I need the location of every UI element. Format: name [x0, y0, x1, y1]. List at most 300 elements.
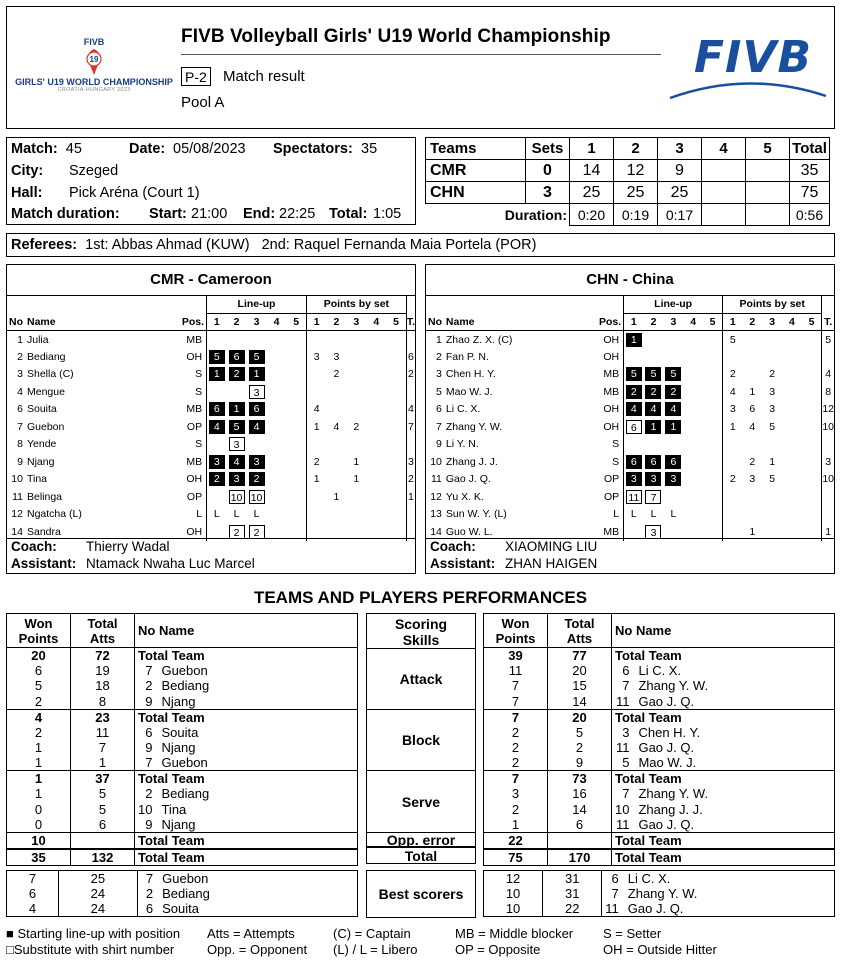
- player-position: OP: [177, 488, 207, 506]
- player-number: 10: [11, 473, 23, 486]
- performance-row: [484, 901, 835, 917]
- performance-row: [484, 849, 835, 866]
- lineup-cell: [644, 506, 664, 524]
- set-points: [762, 331, 782, 349]
- set-points: 3: [333, 350, 340, 363]
- col-no: No: [7, 313, 27, 331]
- lineup-cell: [624, 348, 644, 366]
- won-points: 2: [7, 694, 71, 710]
- lineup-cell: [267, 366, 287, 384]
- player-row: [426, 506, 834, 524]
- assistant-line: [430, 556, 597, 571]
- lineup-cell: [247, 436, 267, 454]
- player-number: 2: [17, 350, 23, 363]
- player-position: MB: [177, 331, 207, 349]
- lineup-cell: [663, 453, 683, 471]
- player-total: [406, 331, 415, 349]
- col-points-set: 2: [326, 313, 346, 331]
- player-name: Chen H. Y.: [445, 368, 496, 381]
- total-atts: 132: [71, 849, 135, 866]
- hall-value: Pick Aréna (Court 1): [69, 185, 200, 201]
- score-header-cell: 5: [746, 138, 790, 160]
- score-header-cell: Teams: [426, 138, 526, 160]
- lineup-cell: [703, 453, 723, 471]
- player-name: Gao J. Q.: [638, 740, 695, 756]
- set-points: 4: [729, 385, 736, 398]
- lineup-cell: [267, 418, 287, 436]
- score-cell: CHN: [426, 182, 526, 204]
- team-box-home: [6, 264, 416, 574]
- set-points: [306, 383, 326, 401]
- set-points: 4: [333, 420, 340, 433]
- total-atts: 18: [71, 678, 135, 693]
- set-points: [386, 436, 406, 454]
- lineup-cell: [683, 348, 703, 366]
- starting-position-box: 5: [209, 350, 225, 364]
- roster-column-header: [426, 313, 834, 331]
- substitute-box: 10: [229, 490, 245, 504]
- score-cell: 12: [614, 160, 658, 182]
- coach-line: [11, 539, 170, 554]
- score-table: [425, 137, 830, 226]
- player-no: 6: [611, 871, 619, 886]
- player-name: Souita: [161, 724, 199, 740]
- col-points-set: 3: [346, 313, 366, 331]
- legend: [6, 926, 836, 960]
- player-number: 12: [430, 490, 442, 503]
- second-referee: 2nd: Raquel Fernanda Maia Portela (POR): [261, 237, 537, 253]
- player-number: 11: [12, 490, 23, 503]
- score-header-cell: Total: [790, 138, 830, 160]
- score-cell: 35: [790, 160, 830, 182]
- set-points: [386, 331, 406, 349]
- lineup-cell: [247, 331, 267, 349]
- performance-row: [484, 755, 835, 771]
- player-total: 2: [407, 473, 414, 486]
- set-points: [366, 366, 386, 384]
- player-total: 1: [825, 525, 832, 538]
- player-position: OP: [594, 488, 624, 506]
- total-atts: 170: [548, 849, 612, 866]
- player-total: 8: [825, 385, 832, 398]
- performance-row: [7, 786, 358, 801]
- performance-row: [484, 771, 835, 787]
- player-number: 7: [436, 420, 442, 433]
- player-name: Zhang Y. W.: [638, 678, 709, 694]
- player-name: Li C. X.: [445, 403, 481, 416]
- won-points: 12: [484, 871, 543, 887]
- starting-position-box: 1: [645, 420, 661, 434]
- set-points: [782, 331, 802, 349]
- set-points: [346, 366, 366, 384]
- won-label: Won: [24, 615, 53, 631]
- total-atts: 1: [71, 755, 135, 771]
- legend-item: OH = Outside Hitter: [603, 942, 717, 957]
- col-points-set: 1: [723, 313, 743, 331]
- player-name: Zhang J. J.: [445, 455, 498, 468]
- lineup-cell: [267, 401, 287, 419]
- player-number: 6: [17, 403, 23, 416]
- total-atts-header: [548, 614, 612, 648]
- set-points: 4: [313, 403, 320, 416]
- player-name: Zhang Y. W.: [627, 886, 698, 902]
- city-value: Szeged: [69, 163, 119, 179]
- player-name: Gao J. Q.: [635, 817, 834, 833]
- score-header-cell: Sets: [526, 138, 570, 160]
- player-number: 14: [430, 525, 442, 538]
- set-points: 5: [729, 333, 736, 346]
- referees-box: [6, 233, 835, 257]
- player-no: 3: [622, 724, 630, 740]
- total-atts: 8: [71, 694, 135, 710]
- player-name: Li C. X.: [627, 871, 671, 886]
- total-time: 1:05: [373, 206, 402, 222]
- atts-label: Atts: [89, 630, 116, 646]
- total-label: Total: [87, 615, 118, 631]
- lineup-cell: [644, 366, 664, 384]
- player-position: OH: [594, 401, 624, 419]
- player-name: Guebon: [158, 755, 357, 771]
- performance-row: [484, 663, 835, 678]
- end-label: End:: [243, 206, 276, 222]
- player-position: L: [594, 506, 624, 524]
- won-points: 2: [484, 740, 548, 755]
- won-points: 6: [7, 886, 59, 901]
- col-points-set: 2: [742, 313, 762, 331]
- performance-row: [7, 771, 358, 787]
- starting-position-box: 4: [626, 402, 642, 416]
- starting-position-box: 6: [665, 455, 681, 469]
- match-row-3: [11, 185, 200, 201]
- player-number: 3: [17, 368, 23, 381]
- won-points: 10: [484, 886, 543, 901]
- legend-item: □Substitute with shirt number: [6, 942, 175, 957]
- set-points: [326, 471, 346, 489]
- won-points: 39: [484, 648, 548, 664]
- player-no: 6: [622, 663, 630, 679]
- substitute-box: 6: [626, 420, 642, 434]
- set-points: [366, 383, 386, 401]
- starting-position-box: 3: [249, 455, 265, 469]
- set-points: [782, 401, 802, 419]
- total-atts: 9: [548, 755, 612, 771]
- skill-name: Block: [367, 710, 475, 771]
- performance-row: [7, 678, 358, 693]
- lineup-cell: [663, 401, 683, 419]
- starting-position-box: 4: [645, 402, 661, 416]
- player-total: [406, 436, 415, 454]
- duration-label: Match duration:: [11, 206, 120, 222]
- assistant-name: ZHAN HAIGEN: [505, 556, 598, 571]
- performance-row: [7, 725, 358, 740]
- player-number: 9: [17, 455, 23, 468]
- legend-item: (C) = Captain: [333, 926, 411, 941]
- lineup-cell: [644, 488, 664, 506]
- left-best-performance-table: [6, 870, 358, 917]
- lineup-cell: [286, 488, 306, 506]
- set-points: [366, 488, 386, 506]
- col-lineup-set: 5: [286, 313, 306, 331]
- lineup-cell: [663, 436, 683, 454]
- player-row: [7, 401, 415, 419]
- starting-position-box: 5: [249, 350, 265, 364]
- spectators-count: 35: [361, 141, 378, 157]
- set-points: [326, 436, 346, 454]
- set-points: [782, 418, 802, 436]
- lineup-cell: [286, 418, 306, 436]
- won-points-header: [7, 614, 71, 648]
- player-total: 2: [407, 368, 414, 381]
- col-points-set: 5: [802, 313, 822, 331]
- total-atts: 5: [548, 725, 612, 740]
- legend-item: MB = Middle blocker: [455, 926, 574, 941]
- set-points: [723, 488, 743, 506]
- volleyball-icon: [80, 47, 108, 77]
- lineup-cell: [267, 436, 287, 454]
- player-name: Julia: [26, 333, 49, 346]
- total-atts: 14: [548, 694, 612, 710]
- substitute-box: 10: [249, 490, 265, 504]
- won-points: 10: [484, 901, 543, 917]
- substitute-box: 3: [645, 525, 661, 539]
- set-points: [326, 331, 346, 349]
- lineup-cell: [624, 418, 644, 436]
- skills-label: Skills: [402, 632, 440, 648]
- lineup-cell: [624, 401, 644, 419]
- starting-position-box: 6: [249, 402, 265, 416]
- set-points: [386, 471, 406, 489]
- first-referee: 1st: Abbas Ahmad (KUW): [85, 237, 250, 253]
- player-total: 10: [822, 420, 834, 433]
- player-no: 2: [145, 886, 154, 902]
- set-points: [326, 383, 346, 401]
- col-points-set: 4: [366, 313, 386, 331]
- performance-row: [7, 755, 358, 771]
- won-points: 2: [7, 725, 71, 740]
- roster-spacer: [7, 296, 207, 314]
- set-points: [762, 436, 782, 454]
- set-points: 2: [749, 455, 756, 468]
- player-position: OH: [177, 348, 207, 366]
- player-position: S: [594, 453, 624, 471]
- set-points: [742, 488, 762, 506]
- atts-label: Atts: [566, 630, 593, 646]
- set-points: [782, 436, 802, 454]
- won-points: 75: [484, 849, 548, 866]
- starting-position-box: 4: [209, 420, 225, 434]
- player-row: [7, 383, 415, 401]
- lineup-cell: [644, 383, 664, 401]
- won-points: 1: [7, 755, 71, 771]
- set-points: 5: [769, 420, 776, 433]
- coach-divider: [426, 538, 834, 539]
- player-number: 1: [436, 333, 442, 346]
- performance-row: [7, 849, 358, 866]
- player-name: Chen H. Y.: [638, 724, 701, 740]
- performance-row: [7, 694, 358, 710]
- total-atts: 15: [548, 678, 612, 693]
- player-row: [7, 366, 415, 384]
- col-points-set: 1: [306, 313, 326, 331]
- lineup-cell: [247, 366, 267, 384]
- lineup-cell: [286, 366, 306, 384]
- performance-row: [7, 663, 358, 678]
- score-cell: 25: [570, 182, 614, 204]
- lineup-cell: [247, 383, 267, 401]
- player-no: 5: [612, 755, 636, 771]
- set-points: [346, 331, 366, 349]
- set-points: [306, 506, 326, 524]
- performance-row: [7, 832, 358, 849]
- player-row: [426, 331, 834, 349]
- roster-spacer: [426, 296, 624, 314]
- set-points: [366, 348, 386, 366]
- set-points: [723, 506, 743, 524]
- total-atts: 22: [543, 901, 602, 917]
- player-number: 14: [11, 525, 23, 538]
- starting-position-box: 3: [229, 472, 245, 486]
- set-points: [346, 488, 366, 506]
- score-header-cell: 4: [702, 138, 746, 160]
- starting-position-box: 3: [626, 472, 642, 486]
- hall-label: Hall:: [11, 185, 43, 201]
- svg-text:19: 19: [89, 55, 99, 64]
- set-points: [366, 418, 386, 436]
- score-header-cell: 2: [614, 138, 658, 160]
- lineup-cell: [663, 383, 683, 401]
- player-row: [426, 383, 834, 401]
- set-points: [742, 436, 762, 454]
- logo-fivb-text: FIVB: [83, 37, 105, 47]
- team-name: CHN - China: [586, 271, 674, 288]
- score-cell: 3: [526, 182, 570, 204]
- won-points: 3: [484, 786, 548, 801]
- roster-spacer: [406, 296, 415, 314]
- lineup-cell: [227, 471, 247, 489]
- score-cell: 25: [658, 182, 702, 204]
- lineup-cell: [624, 436, 644, 454]
- performance-row: [7, 709, 358, 725]
- won-points: 11: [484, 663, 548, 678]
- player-total: [406, 506, 415, 524]
- won-points: 7: [484, 771, 548, 787]
- player-name: Ngatcha (L): [26, 508, 82, 521]
- city-label: City:: [11, 163, 44, 179]
- player-name: Zhang Y. W.: [445, 420, 503, 433]
- lineup-cell: [207, 471, 227, 489]
- lineup-cell: [683, 488, 703, 506]
- assistant-label: Assistant:: [11, 556, 77, 571]
- set-points: [306, 366, 326, 384]
- player-number: 13: [430, 508, 442, 521]
- player-number: 8: [17, 438, 23, 451]
- player-number: 3: [436, 368, 442, 381]
- col-lineup-set: 4: [267, 313, 287, 331]
- lineup-cell: [663, 471, 683, 489]
- player-position: OH: [594, 418, 624, 436]
- lineup-cell: [247, 506, 267, 524]
- col-lineup-set: 2: [227, 313, 247, 331]
- coach-label: Coach:: [11, 539, 57, 554]
- won-label: Won: [501, 615, 530, 631]
- player-number: 7: [17, 420, 23, 433]
- col-name: Name: [446, 313, 594, 331]
- set-points: [782, 453, 802, 471]
- set-points: [366, 331, 386, 349]
- player-no: 7: [622, 678, 630, 694]
- set-points: [326, 401, 346, 419]
- lineup-cell: [703, 488, 723, 506]
- starting-position-box: 1: [209, 367, 225, 381]
- match-info-box: [6, 137, 416, 225]
- set-points: [762, 348, 782, 366]
- col-lineup-set: 4: [683, 313, 703, 331]
- won-points: 1: [484, 817, 548, 833]
- player-row: [426, 488, 834, 506]
- player-name: Total Team: [138, 709, 205, 725]
- legend-item: (L) / L = Libero: [333, 942, 418, 957]
- player-row: [426, 418, 834, 436]
- player-no: 11: [612, 694, 636, 710]
- player-number: 10: [430, 455, 442, 468]
- set-points: [802, 418, 822, 436]
- player-position: OH: [594, 348, 624, 366]
- report-subtitle: Match result: [223, 68, 305, 85]
- lineup-cell: [644, 348, 664, 366]
- set-points: [802, 488, 822, 506]
- match-row-1: [11, 141, 378, 157]
- championship-logo: [14, 37, 174, 93]
- lineup-cell: [703, 436, 723, 454]
- player-number: 12: [11, 508, 23, 521]
- player-name: Bediang: [162, 886, 210, 902]
- performance-row: [484, 871, 835, 887]
- performance-header: [484, 614, 835, 648]
- set-points: [802, 401, 822, 419]
- player-total: [406, 383, 415, 401]
- won-points: 4: [7, 709, 71, 725]
- won-points: 2: [484, 725, 548, 740]
- match-row-4: [11, 206, 402, 222]
- score-cell: 9: [658, 160, 702, 182]
- won-points: 7: [484, 678, 548, 693]
- player-name: Sun W. Y. (L): [445, 508, 507, 521]
- starting-position-box: 2: [249, 472, 265, 486]
- lineup-cell: [286, 348, 306, 366]
- lineup-cell: [644, 471, 664, 489]
- player-no: 10: [138, 801, 153, 817]
- lineup-cell: [267, 383, 287, 401]
- lineup-cell: [227, 401, 247, 419]
- team-name: CMR - Cameroon: [150, 271, 272, 288]
- lineup-cell: [663, 366, 683, 384]
- logo-venue-text: CROATIA·HUNGARY 2023: [57, 87, 131, 93]
- performances-title: TEAMS AND PLAYERS PERFORMANCES: [253, 588, 588, 607]
- lineup-cell: [267, 471, 287, 489]
- performance-row: [7, 648, 358, 664]
- roster-table: [426, 295, 834, 541]
- won-points: 2: [484, 755, 548, 771]
- won-points: 7: [7, 871, 59, 887]
- set-duration: 0:20: [570, 204, 614, 226]
- set-points: [346, 436, 366, 454]
- set-points: 3: [729, 403, 736, 416]
- roster-column-header: [7, 313, 415, 331]
- set-points: 2: [729, 368, 736, 381]
- coach-line: [430, 539, 597, 554]
- player-position: MB: [177, 401, 207, 419]
- player-name: Guo W. L.: [445, 525, 493, 538]
